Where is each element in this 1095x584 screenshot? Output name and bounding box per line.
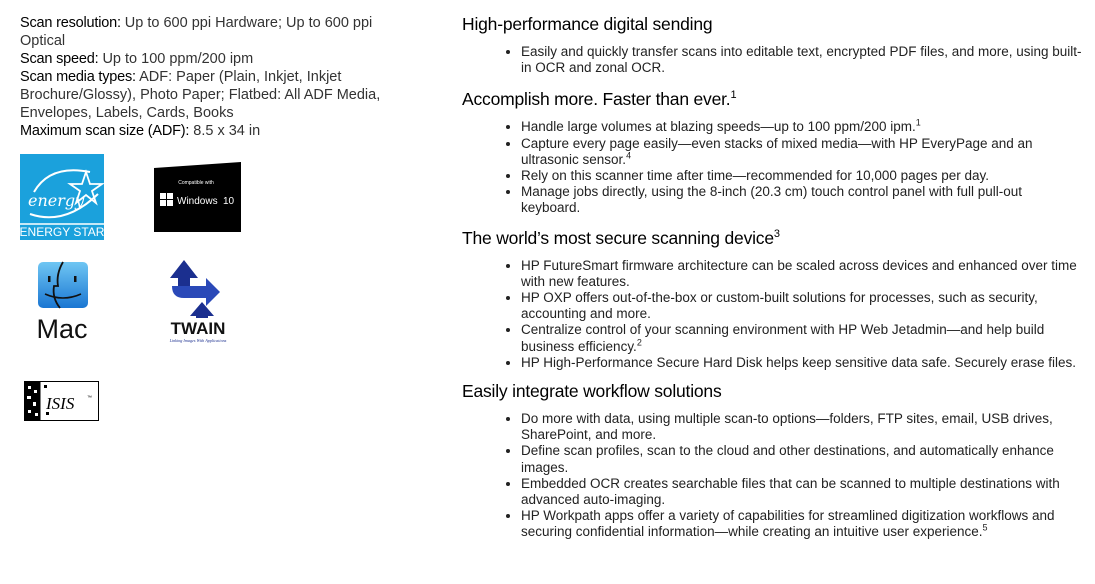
list-item: • HP Workpath apps offer a variety of capabilities for streamlined digitization workflows and securing confidential information—while creating an intuitive user experience.$^5$ — [521, 508, 1082, 540]
workflow-solutions-list — [462, 411, 1082, 541]
svg-text:™: ™ — [87, 395, 92, 401]
svg-text:energy: energy — [28, 191, 85, 210]
svg-text:TWAIN: TWAIN — [170, 319, 226, 338]
spec-scan-speed: Scan speed: Up to 100 ppm/200 ipm — [20, 51, 254, 67]
energy-star-icon — [20, 154, 104, 240]
list-item: • Capture every page easily—even stacks of mixed media—with HP EveryPage and an ultrasonic sensor.$^4$ — [521, 136, 1082, 168]
windows-icon — [154, 162, 241, 232]
list-item: • Handle large volumes at blazing speeds—up to 100 ppm/200 ipm.$^1$ — [521, 119, 1082, 135]
finder-icon — [30, 258, 94, 344]
list-item: • Manage jobs directly, using the 8-inch (20.3 cm) touch control panel with full pull-out keyboard. — [521, 184, 1082, 216]
svg-text:10: 10 — [223, 196, 235, 207]
windows-10-logo — [154, 162, 241, 232]
list-item: • HP FutureSmart firmware architecture can be scaled across devices and enhanced over time with new features. — [521, 258, 1082, 290]
isis-logo — [24, 381, 99, 421]
svg-text:Windows: Windows — [177, 196, 218, 207]
section-title-workflow-solutions: Easily integrate workflow solutions — [462, 381, 722, 402]
svg-text:Mac: Mac — [36, 314, 88, 344]
spec-column — [20, 14, 400, 140]
spec-maximum-scan-size: Maximum scan size (ADF): 8.5 x 34 in — [20, 123, 261, 139]
svg-text:ISIS: ISIS — [46, 394, 75, 413]
svg-text:Linking Images With Applicatio: Linking Images With Applications — [169, 338, 227, 343]
features-column — [462, 14, 1082, 541]
digital-sending-list — [462, 44, 1082, 76]
list-item: • Centralize control of your scanning environment with HP Web Jetadmin—and help build business efficiency.$^2$ — [521, 322, 1082, 354]
section-title-digital-sending: High-performance digital sending — [462, 14, 713, 34]
svg-text:Compatible with: Compatible with — [178, 180, 214, 186]
twain-arrows-icon — [154, 256, 242, 346]
energy-star-logo — [20, 154, 104, 240]
spec-scan-resolution: Scan resolution: Up to 600 ppi Hardware; Up to 600 ppi Optical — [20, 15, 373, 49]
list-item: • HP OXP offers out-of-the-box or custom-built solutions for processes, such as security, accounting and more. — [521, 290, 1082, 322]
section-title-secure-scanning: The world’s most secure scanning device$^3$ — [462, 227, 780, 248]
list-item: • Rely on this scanner time after time—recommended for 10,000 pages per day. — [521, 168, 1082, 184]
list-item: • Easily and quickly transfer scans into editable text, encrypted PDF files, and more, using built-in OCR and zonal OCR. — [521, 44, 1082, 76]
accomplish-more-list — [462, 119, 1082, 216]
mac-logo — [30, 258, 94, 344]
section-title-accomplish-more: Accomplish more. Faster than ever.$^1$ — [462, 89, 737, 110]
list-item: • Embedded OCR creates searchable files that can be scanned to multiple destinations with advanced auto-imaging. — [521, 476, 1082, 508]
isis-icon — [24, 381, 99, 421]
list-item: • HP High-Performance Secure Hard Disk helps keep sensitive data safe. Securely erase files. — [521, 355, 1082, 371]
svg-text:ENERGY STAR: ENERGY STAR — [20, 225, 104, 239]
list-item: • Define scan profiles, scan to the cloud and other destinations, and automatically enhance images. — [521, 443, 1082, 475]
twain-logo — [154, 256, 242, 346]
secure-scanning-list — [462, 258, 1082, 371]
spec-scan-media-types: Scan media types: ADF: Paper (Plain, Inkjet, Inkjet Brochure/Glossy), Photo Paper; Flatbed: All ADF Media, Envelopes, Labels, Cards, Books — [20, 69, 381, 121]
list-item: • Do more with data, using multiple scan-to options—folders, FTP sites, email, USB drives, SharePoint, and more. — [521, 411, 1082, 443]
